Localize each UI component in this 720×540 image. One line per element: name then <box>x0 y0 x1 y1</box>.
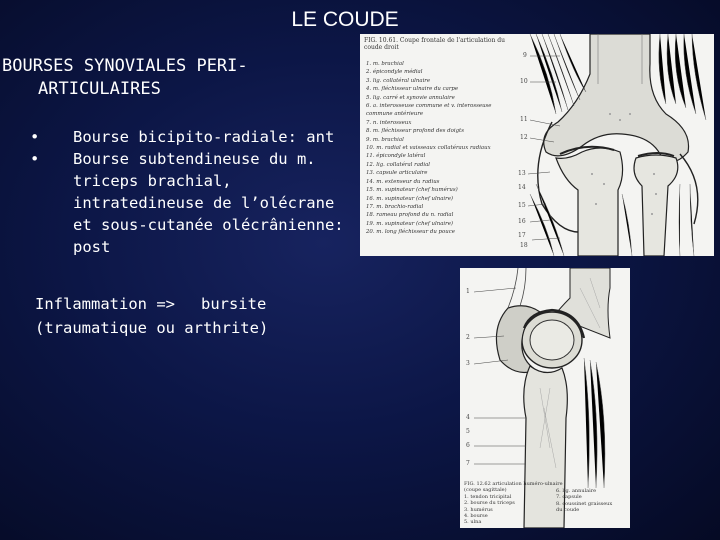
legend-item: 9. m. brachial <box>366 136 404 143</box>
legend-item: 3. lig. collatéral ulnaire <box>366 77 431 84</box>
figure2-caption-right <box>556 488 628 514</box>
bullet-marker: • <box>30 150 40 168</box>
legend-item: 8. coussinet graisseux <box>556 500 613 507</box>
inflammation-note <box>35 292 355 340</box>
legend-item: 7. n. interosseux <box>366 119 412 126</box>
label-number: 14 <box>518 184 526 191</box>
legend-item: 10. m. radial et vaisseaux collatéraux radiaux <box>366 145 491 152</box>
legend-item: 19. m. supinateur (chef ulnaire) <box>366 220 454 227</box>
legend-item: 18. rameau profond du n. radial <box>366 212 454 219</box>
figure1-legend <box>366 60 524 237</box>
label-number: 9 <box>523 52 527 59</box>
legend-item: 4. bourse <box>464 513 488 520</box>
label-number: 4 <box>466 414 470 421</box>
label-number: 17 <box>518 232 526 239</box>
legend-item: 6. lig. annulaire <box>556 488 597 494</box>
legend-item: 1. tendon tricipital <box>464 493 512 500</box>
figure-frontal-section <box>360 34 714 256</box>
legend-item: 20. m. long fléchisseur du pouce <box>366 229 455 236</box>
legend-item: 12. lig. collatéral radial <box>366 161 431 168</box>
legend-item: 17. m. brachio-radial <box>366 203 424 210</box>
label-number: 2 <box>466 334 470 341</box>
label-number: 13 <box>518 170 526 177</box>
legend-item: 5. ulna <box>464 519 482 526</box>
heading-line-1: BOURSES SYNOVIALES PERI- <box>2 56 248 76</box>
legend-item: 16. m. supinateur (chef ulnaire) <box>366 195 454 202</box>
bullet-text: Bourse subtendineuse du m. triceps brachial, intratedineuse de l’olécrane et sous-cutanée olécrânienne: post <box>73 150 344 256</box>
heading-line-2: ARTICULAIRES <box>38 79 161 99</box>
label-number: 7 <box>466 460 470 467</box>
bullet-list <box>30 126 350 258</box>
legend-item: du coude <box>556 507 580 514</box>
legend-item: 15. m. supinateur (chef humérus) <box>366 187 458 194</box>
slide-title: LE COUDE <box>291 8 399 31</box>
figure2-caption <box>464 481 564 526</box>
label-number: 10 <box>520 78 528 85</box>
label-number: 12 <box>520 134 528 141</box>
label-number: 5 <box>466 428 470 435</box>
label-number: 16 <box>518 218 526 225</box>
inflammation-label: Inflammation => <box>35 295 175 313</box>
figure1-caption: FIG. 10.61. Coupe frontale de l'articulation du coude droit <box>364 37 505 51</box>
inflammation-causes: (traumatique ou arthrite) <box>35 319 269 337</box>
bullet-item <box>30 148 350 258</box>
label-number: 6 <box>466 442 470 449</box>
legend-item: commune antérieure <box>366 111 424 118</box>
legend-item: 3. humérus <box>464 506 493 513</box>
label-number: 18 <box>520 242 528 249</box>
legend-item: 2. épicondyle médial <box>366 69 423 76</box>
bullet-marker: • <box>30 128 40 146</box>
figure2-caption-title: FIG. 12.62 articulation huméro-ulnaire (coupe sagittale) <box>464 481 563 494</box>
label-number: 1 <box>466 288 470 295</box>
legend-item: 4. m. fléchisseur ulnaire du carpe <box>366 86 459 93</box>
section-heading <box>2 55 332 101</box>
legend-item: 14. m. extenseur du radius <box>366 178 440 185</box>
legend-item: 7. capsule <box>556 494 582 501</box>
legend-item: 2. bourse du triceps <box>464 500 515 507</box>
label-number: 11 <box>520 116 528 123</box>
bullet-item <box>30 126 350 148</box>
legend-item: 5. lig. carré et synovie annulaire <box>366 94 455 101</box>
inflammation-bursite: bursite <box>200 295 267 313</box>
legend-item: 13. capsule articulaire <box>366 170 428 177</box>
bullet-text: Bourse bicipito-radiale: ant <box>73 128 335 146</box>
legend-item: 8. m. fléchisseur profond des doigts <box>366 128 464 135</box>
legend-item: 1. m. brachial <box>366 61 404 67</box>
figure-sagittal-section <box>460 268 630 528</box>
label-number: 15 <box>518 202 526 209</box>
legend-item: 11. épicondyle latéral <box>366 153 426 160</box>
legend-item: 6. a. interosseuse commune et v. interosseuse <box>366 103 492 110</box>
label-number: 3 <box>466 360 470 367</box>
